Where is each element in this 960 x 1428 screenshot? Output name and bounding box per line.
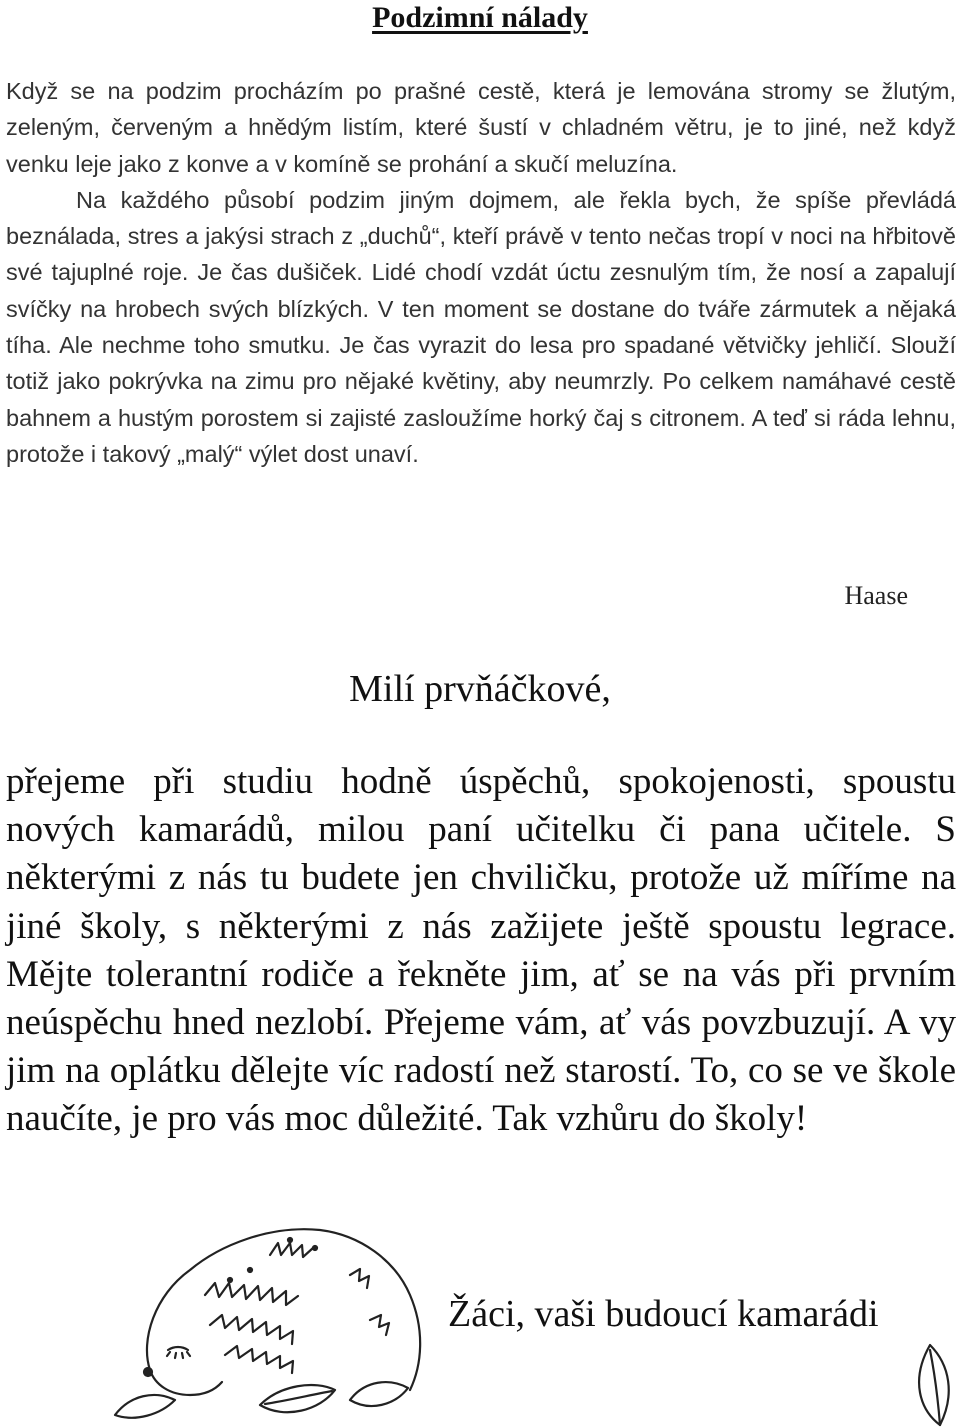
letter-closing: Žáci, vaši budoucí kamarádi: [448, 1293, 879, 1335]
article-paragraph-2: Na každého působí podzim jiným dojmem, ale řekla bych, že spíše převládá beználada, stres a jakýsi strach z „duchů“, kteří právě v tento nečas tropí v noci na hřbitově své tajuplné roje. Je čas dušiček. Lidé chodí vzdát úctu zesnulým tím, že nosí a zapalují svíčky na hrobech svých blízkých. V ten moment se dostane do tváře zármutek a nějaká tíha. Ale nechme toho smutku. Je čas vyrazit do lesa pro spadané větvičky jehličí. Slouží totiž jako pokrývka na zimu pro nějaké květiny, aby neumrzly. Po celkem namáhavé cestě bahnem a hustým porostem si zajisté zasloužíme horký čaj s citronem. A teď si ráda lehnu, protože i takový „malý“ výlet dost unaví.: [6, 186, 956, 467]
article-body: [6, 73, 956, 472]
letter-body: [6, 758, 956, 1144]
hedgehog-illustration: [110, 1200, 440, 1428]
article-title: Podzimní nálady: [372, 1, 588, 34]
letter-greeting: Milí prvňáčkové,: [349, 668, 611, 710]
article-signature: Haase: [844, 581, 908, 610]
article-paragraph-1: Když se na podzim procházím po prašné cestě, která je lemována stromy se žlutým, zeleným, červeným a hnědým listím, které šustí v chladném větru, je to jiné, než když venku leje jako z konve a v komíně se prohání a skučí meluzína.: [6, 78, 956, 177]
letter-paragraph: přejeme při studiu hodně úspěchů, spokojenosti, spoustu nových kamarádů, milou paní učitelku či pana učitele. S některými z nás tu budete jen chviličku, protože už míříme na jiné školy, s některými z nás zažijete ještě spoustu legrace. Mějte tolerantní rodiče a řekněte jim, ať se na vás při prvním neúspěchu hned nezlobí. Přejeme vám, ať vás povzbuzují. A vy jim na oplátku dělejte víc radostí než starostí. To, co se ve škole naučíte, je pro vás moc důležité. Tak vzhůru do školy!: [6, 761, 956, 1140]
leaf-illustration: [900, 1340, 960, 1428]
